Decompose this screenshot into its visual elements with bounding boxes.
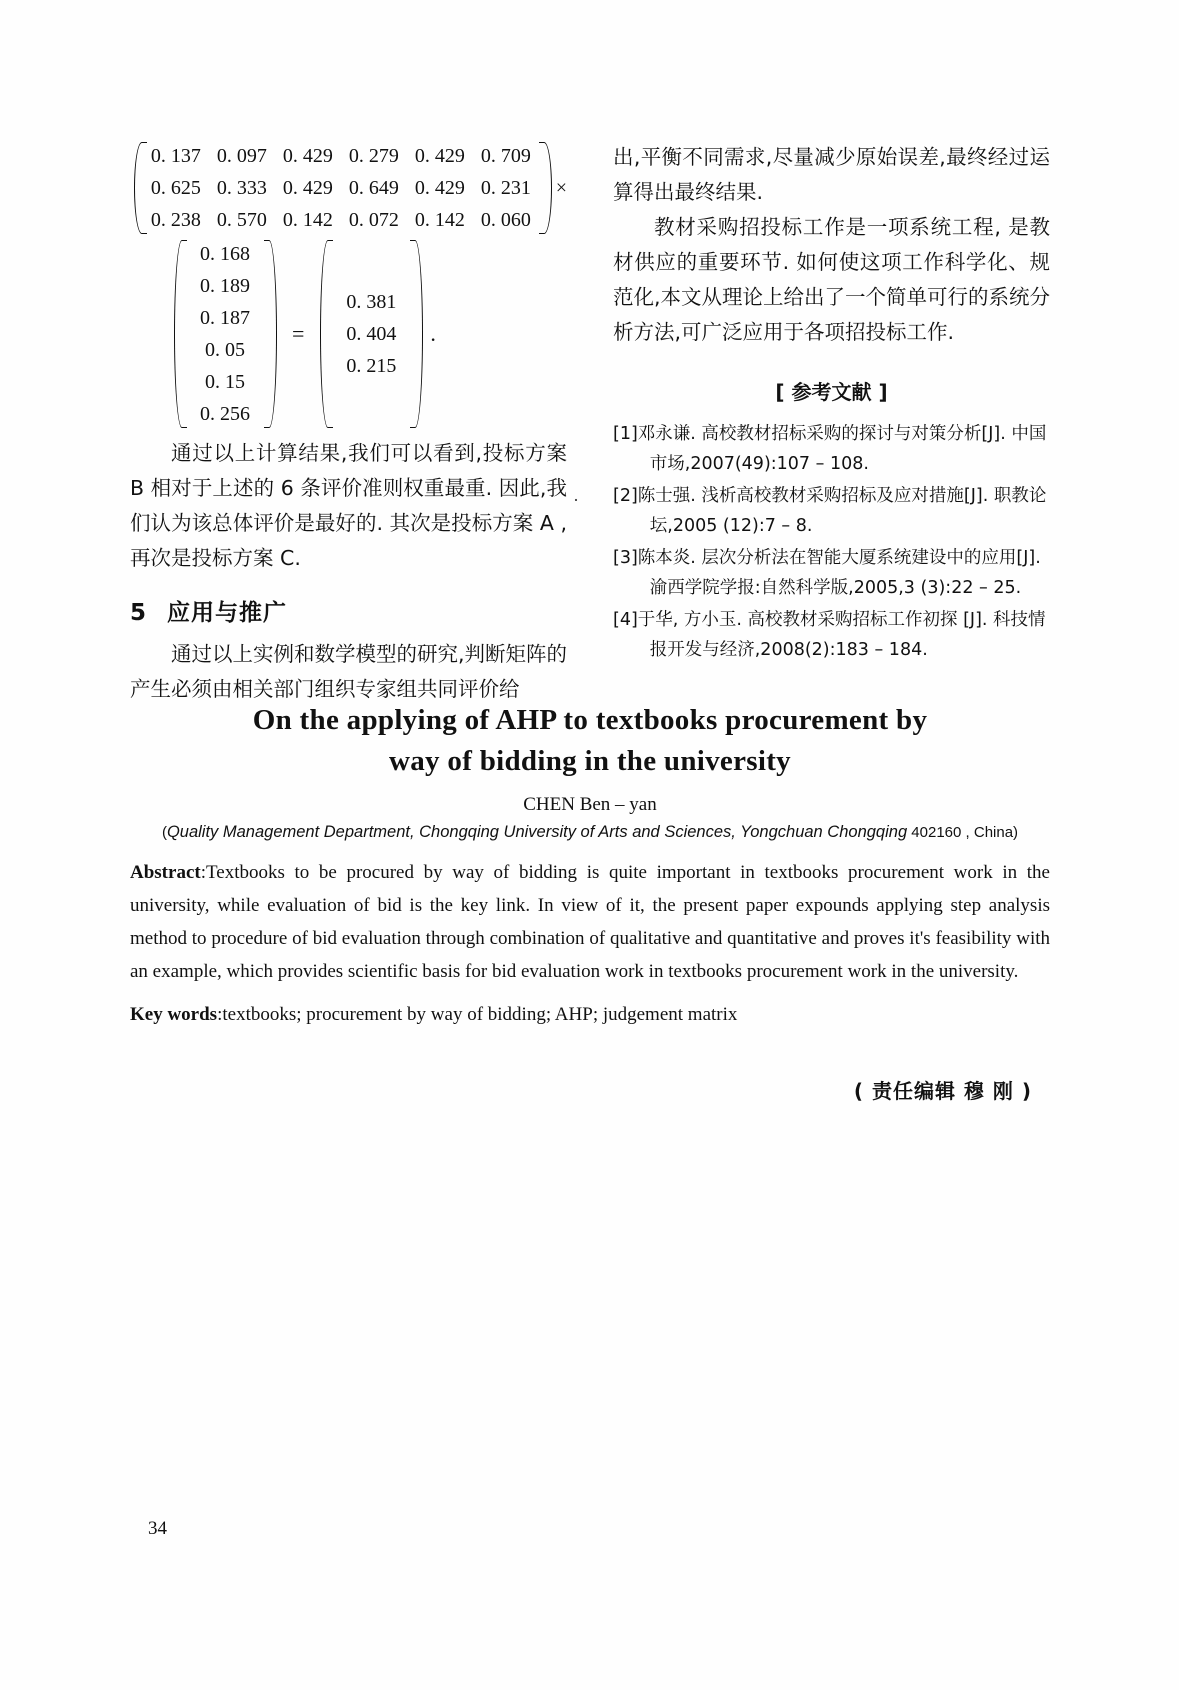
references-list: [613, 419, 1050, 665]
matrix-cell: 0. 429: [282, 145, 333, 167]
matrix-cell: 0. 625: [150, 177, 201, 199]
editor-note: ( 责任编辑 穆 刚 ): [853, 1079, 1032, 1103]
keywords-separator: :: [217, 1004, 223, 1025]
right-paragraph-2: 教材采购招投标工作是一项系统工程, 是教材供应的重要环节. 如何使这项工作科学化、规范化,本文从理论上给出了一个简单可行的系统分析方法,可广泛应用于各项招投标工作.: [613, 215, 1051, 344]
abstract-separator: :: [200, 862, 206, 883]
reference-item: [3]陈本炎. 层次分析法在智能大厦系统建设中的应用[J]. 渝西学院学报:自然科学版,2005,3 (3):22 – 25.: [613, 548, 1041, 598]
left-column: [130, 140, 567, 707]
right-paren-icon: [264, 238, 280, 430]
two-column-body: [130, 140, 1050, 707]
references-heading: [ 参考文献 ]: [775, 380, 888, 404]
section-title: 应用与推广: [167, 600, 288, 626]
matrix-cell: 0. 142: [282, 209, 333, 231]
matrix-cell: 0. 238: [150, 209, 201, 231]
matrix-cell: 0. 709: [480, 145, 531, 167]
reference-item: [2]陈士强. 浅析高校教材采购招标及应对措施[J]. 职教论坛,2005 (12):7 – 8.: [613, 486, 1047, 536]
abstract-label: Abstract: [130, 862, 201, 883]
affiliation-name: Quality Management Department, Chongqing University of Arts and Sciences, Yongchuan Chongqing: [166, 823, 908, 841]
left-paragraph-2: 通过以上实例和数学模型的研究,判断矩阵的产生必须由相关部门组织专家组共同评价给: [130, 642, 568, 701]
english-author: CHEN Ben – yan: [523, 794, 657, 815]
affiliation-open-paren: (: [161, 824, 167, 841]
equals-operator: =: [292, 321, 305, 346]
left-paren-icon: [130, 140, 143, 236]
vector-equation-row: [170, 238, 567, 430]
matrix-cell: 0. 570: [216, 209, 267, 231]
right-paragraph-1: 出,平衡不同需求,尽量减少原始误差,最终经过运算得出最终结果.: [613, 145, 1050, 204]
vector-cell: 0. 168: [200, 243, 250, 265]
matrix-cell: 0. 333: [216, 177, 267, 199]
matrix-cell: 0. 429: [414, 177, 465, 199]
vector-cell: 0. 404: [346, 323, 397, 345]
matrix-cell: 0. 231: [480, 177, 531, 199]
vector-cell: 0. 15: [205, 371, 245, 393]
affiliation-country: , China): [965, 824, 1019, 841]
matrix-cell: 0. 072: [348, 209, 399, 231]
left-paren-icon: [170, 238, 186, 430]
english-affiliation: [130, 823, 1050, 842]
left-paren-icon: [316, 238, 332, 430]
left-paragraph-1-block: [130, 436, 567, 576]
keywords-body: textbooks; procurement by way of bidding; AHP; judgement matrix: [222, 1004, 738, 1025]
matrix-cell: 0. 649: [348, 177, 399, 199]
left-paragraph-1: 通过以上计算结果,我们可以看到,投标方案 B 相对于上述的 6 条评价准则权重最重. 因此,我们认为该总体评价是最好的. 其次是投标方案 A ,再次是投标方案 C.: [130, 441, 567, 570]
vector-cell: 0. 187: [200, 307, 250, 329]
vector-cell: 0. 381: [346, 291, 397, 313]
right-column: [613, 140, 1050, 707]
matrix-cell: 0. 097: [216, 145, 267, 167]
abstract-body: Textbooks to be procured by way of bidding is quite important in textbooks procurement work in the university, while evaluation of bid is the key link. In view of it, the present paper expounds applying step analysis method to procedure of bid evaluation through combination of qualitative and quantitative and proves it's feasibility with an example, which provides scientific basis for bid evaluation work in textbooks procurement work in the university.: [130, 862, 1050, 982]
section-number: 5: [130, 600, 148, 626]
keywords-block: [130, 998, 1050, 1031]
equation-period: .: [430, 321, 436, 346]
vector-cell: 0. 05: [205, 339, 245, 361]
vector-cell: 0. 215: [346, 355, 397, 377]
right-paragraph-1-block: [613, 140, 1050, 350]
matrix-cell: 0. 429: [282, 177, 333, 199]
english-abstract-section: [130, 700, 1050, 1104]
left-paragraph-2-block: [130, 637, 567, 707]
affiliation-postal-code: 402160: [907, 824, 966, 841]
english-title: [130, 700, 1050, 782]
matrix-cell: 0. 137: [150, 145, 201, 167]
english-title-line-1: On the applying of AHP to textbooks procurement by: [252, 704, 928, 736]
keywords-label: Key words: [130, 1004, 218, 1025]
matrix-cell: 0. 279: [348, 145, 399, 167]
margin-dot-mark: ·: [573, 490, 579, 510]
english-title-line-2: way of bidding in the university: [389, 745, 791, 777]
matrix-a-row: [130, 140, 567, 236]
matrix-a-grid: [143, 140, 539, 236]
vector-cell: 0. 189: [200, 275, 250, 297]
vector-result-grid: [332, 286, 410, 382]
right-paren-icon: [539, 140, 552, 236]
reference-item: [1]邓永谦. 高校教材招标采购的探讨与对策分析[J]. 中国市场,2007(49):107 – 108.: [613, 424, 1047, 474]
matrix-equation: [130, 140, 567, 430]
multiplication-operator: ×: [555, 176, 567, 199]
matrix-cell: 0. 429: [414, 145, 465, 167]
right-paren-icon: [410, 238, 426, 430]
abstract-block: [130, 856, 1050, 988]
matrix-cell: 0. 142: [414, 209, 465, 231]
reference-item: [4]于华, 方小玉. 高校教材采购招标工作初探 [J]. 科技情报开发与经济,2008(2):183 – 184.: [613, 610, 1046, 660]
section-heading-5: [130, 594, 567, 627]
vector-w-grid: [186, 238, 264, 430]
vector-cell: 0. 256: [200, 403, 250, 425]
page-number: 34: [148, 1518, 167, 1539]
matrix-cell: 0. 060: [480, 209, 531, 231]
